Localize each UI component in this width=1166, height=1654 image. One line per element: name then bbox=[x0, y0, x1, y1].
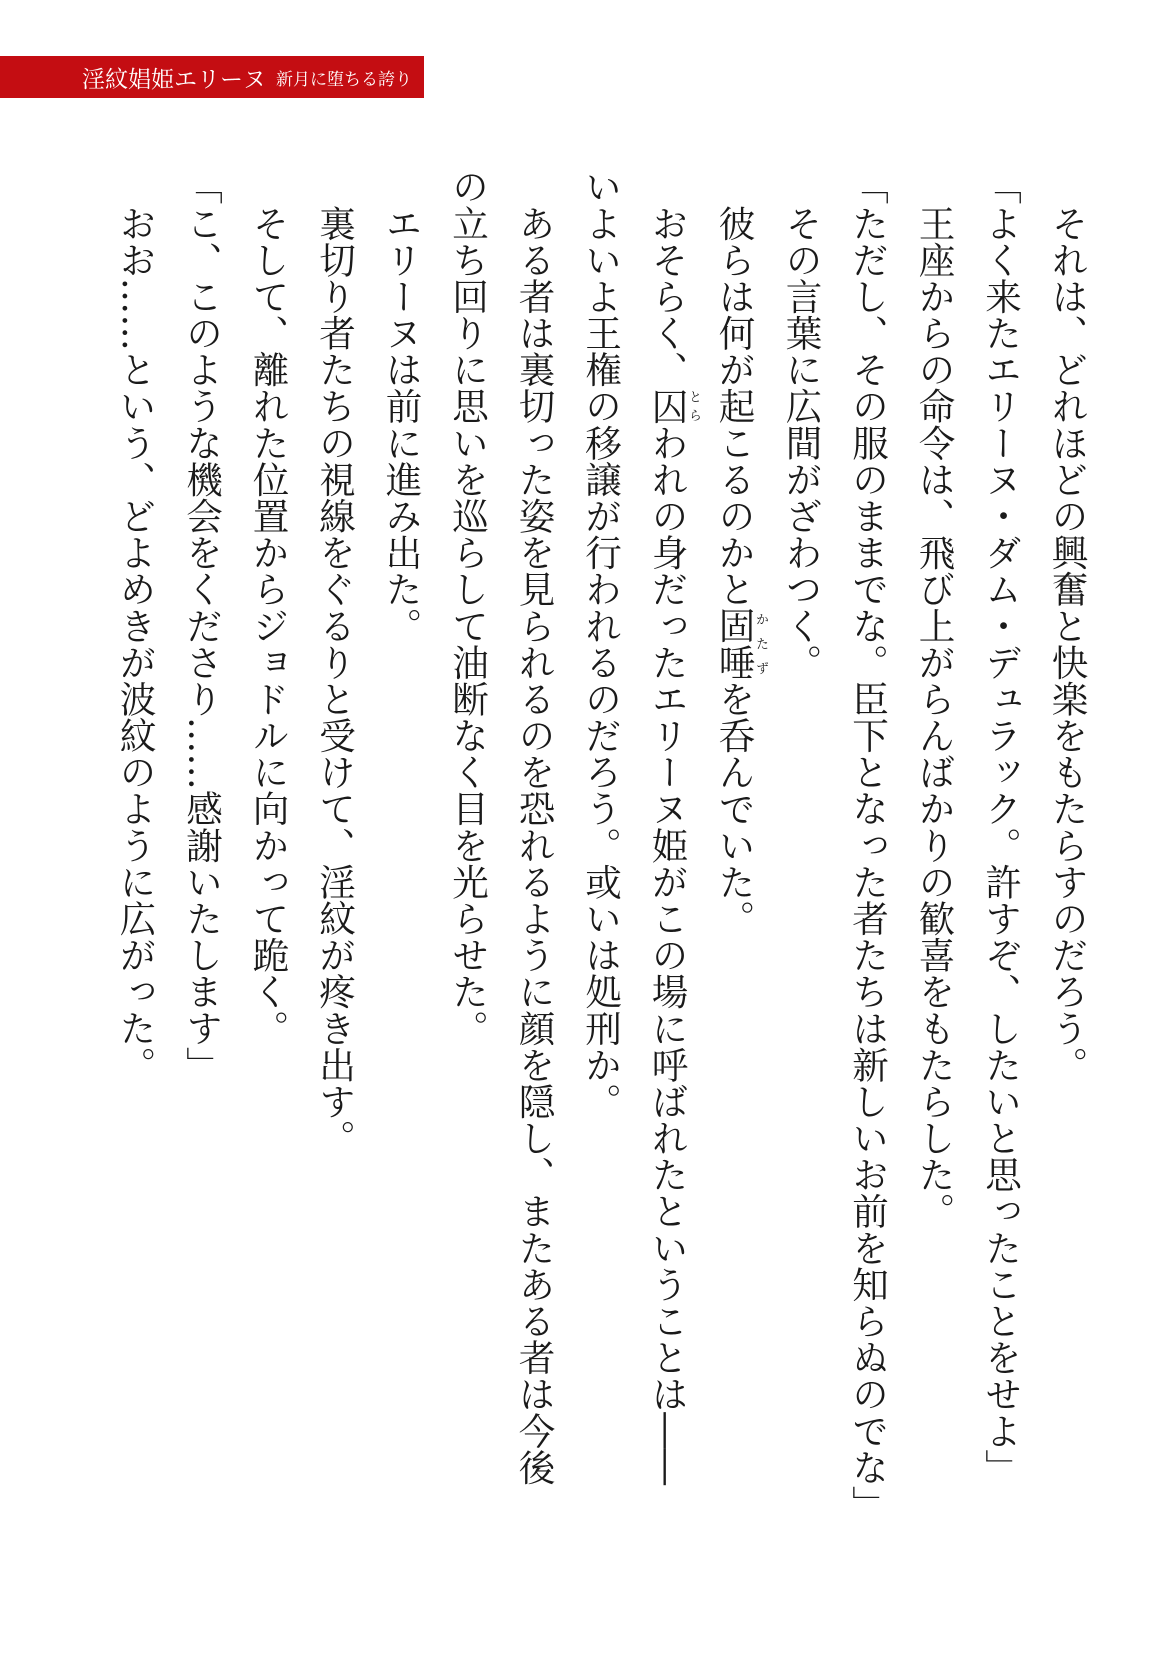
line-segment: を呑んでいた。 bbox=[713, 680, 756, 937]
ruby-word bbox=[713, 607, 768, 681]
dialogue-line: 「こ、このような機会をくださり……感謝いたします」 bbox=[180, 168, 224, 1083]
text-line-with-ruby bbox=[701, 168, 768, 1598]
book-title: 淫紋娼姫エリーヌ bbox=[82, 66, 266, 93]
text-line: の立ち回りに思いを巡らして油断なく目を光らせた。 bbox=[446, 168, 490, 1047]
dialogue-line: 「ただし、その服のままでな。臣下となった者たちは新しいお前を知らぬのでな」 bbox=[846, 168, 890, 1522]
ruby-reading: とら bbox=[686, 387, 701, 425]
text-line: その言葉に広間がざわつく。 bbox=[780, 168, 823, 681]
text-line: それは、どれほどの興奮と快楽をもたらすのだろう。 bbox=[1046, 168, 1089, 1083]
line-segment: われの身だったエリーヌ姫がこの場に呼ばれたということは―― bbox=[646, 424, 689, 1486]
line-segment: 彼らは何が起こるのかと bbox=[713, 168, 756, 608]
ruby-base: 固唾 bbox=[713, 607, 756, 681]
vertical-body-text bbox=[102, 168, 1101, 1598]
text-line: ある者は裏切った姿を見られるのを恐れるように顔を隠し、またある者は今後 bbox=[513, 168, 556, 1486]
dialogue-line: 「よく来たエリーヌ・ダム・デュラック。許すぞ、したいと思ったことをせよ」 bbox=[979, 168, 1023, 1486]
ruby-word bbox=[646, 387, 701, 425]
text-line: いよいよ王権の移譲が行われるのだろう。或いは処刑か。 bbox=[579, 168, 623, 1120]
text-line: そして、離れた位置からジョドルに向かって跪く。 bbox=[247, 168, 290, 1047]
text-line: エリーヌは前に進み出た。 bbox=[380, 168, 423, 644]
ruby-reading: かたず bbox=[753, 607, 768, 681]
text-line: 王座からの命令は、飛び上がらんばかりの歓喜をもたらした。 bbox=[913, 168, 956, 1230]
ruby-base: 囚 bbox=[646, 387, 689, 425]
text-line-with-ruby bbox=[634, 168, 701, 1598]
book-subtitle: 新月に堕ちる誇り bbox=[276, 69, 412, 90]
text-line: 裏切り者たちの視線をぐるりと受けて、淫紋が疼き出す。 bbox=[313, 168, 357, 1156]
running-header bbox=[0, 56, 424, 98]
text-line: おお……という、どよめきが波紋のように広がった。 bbox=[114, 168, 157, 1083]
line-segment: おそらく、 bbox=[646, 168, 689, 388]
